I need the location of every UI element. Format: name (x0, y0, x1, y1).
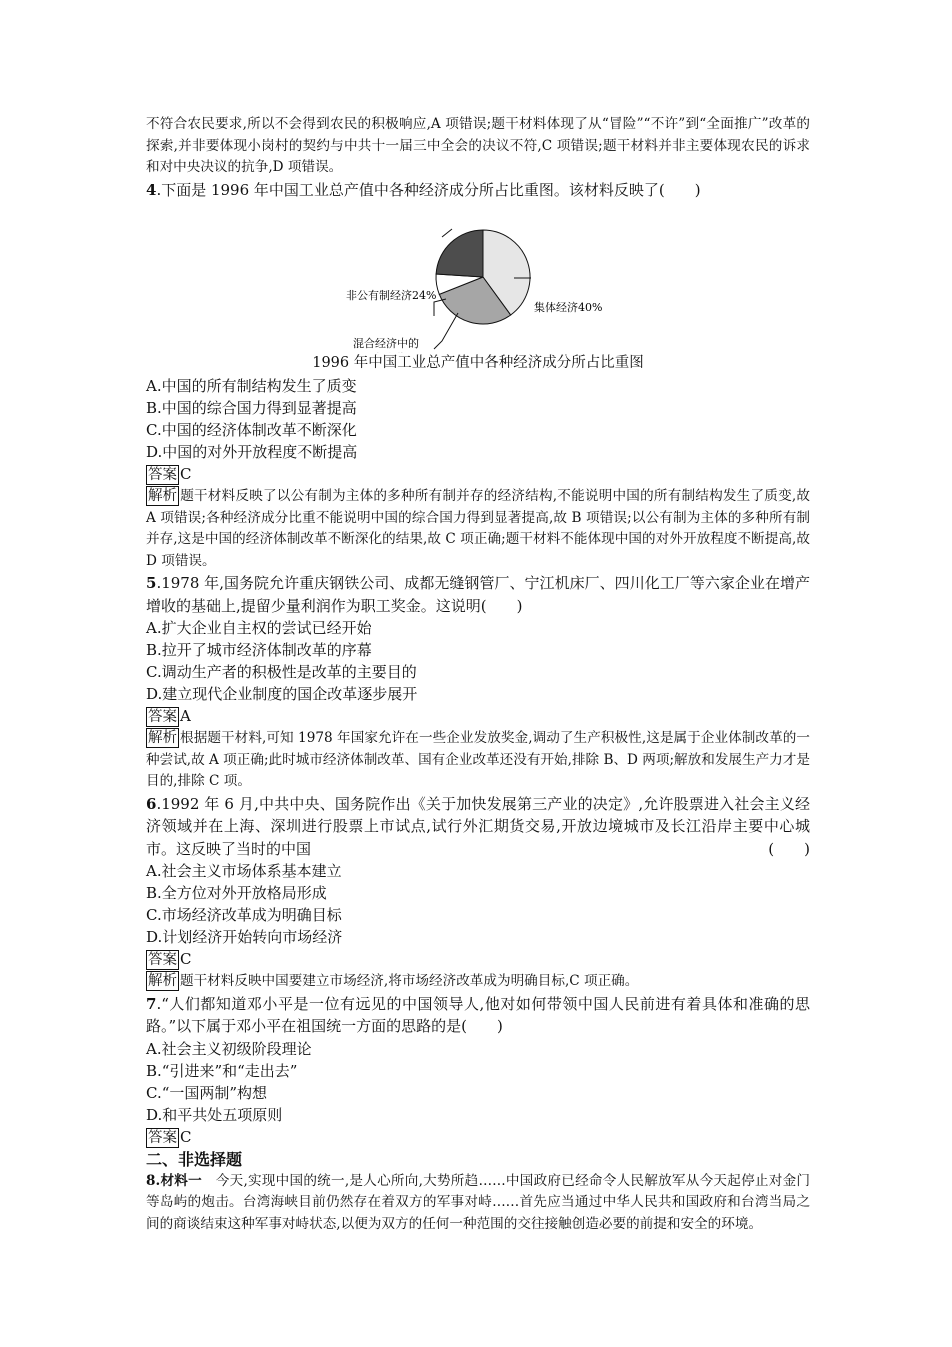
question-5-text: .1978 年,国务院允许重庆钢铁公司、成都无缝钢管厂、宁江机床厂、四川化工厂等六家企业在增产增收的基础上,提留少量利润作为职工奖金。这说明( ) (146, 574, 810, 615)
question-4-number: 4 (146, 180, 157, 199)
material-text: 今天,实现中国的统一,是人心所向,大势所趋……中国政府已经命令人民解放军从今天起停止对金门等岛屿的炮击。台湾海峡目前仍然存在着双方的军事对峙……首先应当通过中华人民共和国政府和台湾当局之间的商谈结束这种军事对峙状态,以便为双方的任何一种范围的交往接触创造必要的前提和安全的环境。 (146, 1172, 811, 1232)
leader-line-nonpublic (442, 229, 452, 237)
analysis-tag: 解析 (148, 488, 177, 504)
question-6-text: .1992 年 6 月,中共中央、国务院作出《关于加快发展第三产业的决定》,允许股票进入社会主义经济领域并在上海、深圳进行股票上市试点,试行外汇期货交易,开放边境城市及长江沿岸主要中心城市。这反映了当时的中国 (146, 794, 810, 858)
question-6-number: 6 (146, 794, 157, 813)
material-label: .材料一 (155, 1172, 202, 1189)
question-4-stem (146, 179, 810, 202)
answer-tag: 答案 (148, 1129, 177, 1146)
q5-analysis (146, 728, 810, 793)
pie-slice-nonpublic (436, 230, 483, 277)
q6-analysis-text: 题干材料反映中国要建立市场经济,将市场经济改革成为明确目标,C 项正确。 (180, 973, 639, 989)
label-nonpublic: 非公有制经济24% (346, 289, 437, 302)
question-4-text: .下面是 1996 年中国工业总产值中各种经济成分所占比重图。该材料反映了( ) (156, 180, 701, 199)
q6-option-c: C.市场经济改革成为明确目标 (146, 906, 342, 924)
question-7-text: .“人们都知道邓小平是一位有远见的中国领导人,他对如何带领中国人民前进有着具体和准确的思路。”以下属于邓小平在祖国统一方面的思路的是( ) (146, 994, 810, 1035)
leader-line-state (434, 313, 458, 349)
q6-option-d: D.计划经济开始转向市场经济 (146, 928, 343, 946)
q5-answer (146, 705, 810, 728)
answer-tag: 答案 (148, 952, 177, 968)
q5-answer-value: A (180, 707, 191, 725)
q4-analysis (146, 486, 810, 572)
label-mixed-line1: 混合经济中的 (353, 337, 419, 350)
label-collective: 集体经济40% (534, 301, 603, 314)
previous-analysis-text: 不符合农民要求,所以不会得到农民的积极响应,A 项错误;题干材料体现了从“冒险”“不许”到“全面推广”改革的探索,并非要体现小岗村的契约与中共十一届三中全会的决议不符,C 项错误;题干材料并非主要体现农民的诉求和对中央决议的抗争,D 项错误。 (146, 116, 810, 175)
q6-option-a: A.社会主义市场体系基本建立 (146, 862, 342, 880)
q6-option-b: B.全方位对外开放格局形成 (146, 884, 327, 902)
pie-chart (146, 201, 810, 353)
q4-analysis-text: 题干材料反映了以公有制为主体的多种所有制并存的经济结构,不能说明中国的所有制结构发生了质变,故 A 项错误;各种经济成分比重不能说明中国的综合国力得到显著提高,故 B 项错误;以公有制为主体的多种所有制并存,这是中国的经济体制改革不断深化的结果,故 C 项正确;题干材料不能体现中国的对外开放程度不断提高,故 D 项错误。 (146, 488, 810, 569)
question-6-bracket: ( ) (768, 839, 810, 858)
q5-option-d: D.建立现代企业制度的国企改革逐步展开 (146, 685, 418, 703)
question-8-number: 8 (146, 1172, 156, 1189)
q4-answer-value: C (180, 465, 192, 483)
q7-option-d: D.和平共处五项原则 (146, 1105, 283, 1124)
q4-option-d: D.中国的对外开放程度不断提高 (146, 443, 358, 461)
question-7-number: 7 (146, 994, 157, 1013)
q7-option-a: A.社会主义初级阶段理论 (146, 1039, 312, 1058)
analysis-tag: 解析 (148, 973, 177, 989)
document-page (146, 114, 810, 1235)
q5-option-b: B.拉开了城市经济体制改革的序幕 (146, 641, 372, 659)
question-8 (146, 1171, 810, 1236)
q4-option-a: A.中国的所有制结构发生了质变 (146, 377, 357, 395)
question-5-stem (146, 572, 810, 617)
q4-option-c: C.中国的经济体制改革不断深化 (146, 421, 357, 439)
q7-option-b: B.“引进来”和“走出去” (146, 1061, 298, 1080)
question-5-number: 5 (146, 574, 157, 592)
q4-answer (146, 463, 810, 486)
q6-answer-value: C (180, 950, 192, 968)
q5-option-c: C.调动生产者的积极性是改革的主要目的 (146, 663, 417, 681)
q5-analysis-text: 根据题干材料,可知 1978 年国家允许在一些企业发放奖金,调动了生产积极性,这是属于企业体制改革的一种尝试,故 A 项正确;此时城市经济体制改革、国有企业改革还没有开始,排除 B、D 两项;解放和发展生产力才是目的,排除 C 项。 (146, 730, 810, 789)
answer-tag: 答案 (148, 709, 177, 725)
q7-answer (146, 1126, 810, 1149)
question-7-stem (146, 993, 810, 1038)
answer-tag: 答案 (148, 467, 177, 483)
q7-option-c: C.“一国两制”构想 (146, 1083, 268, 1102)
q4-option-b: B.中国的综合国力得到显著提高 (146, 399, 357, 417)
q5-option-a: A.扩大企业自主权的尝试已经开始 (146, 619, 372, 637)
pie-chart-svg (146, 201, 810, 353)
q6-answer (146, 948, 810, 971)
chart-caption: 1996 年中国工业总产值中各种经济成分所占比重图 (312, 355, 644, 371)
analysis-tag: 解析 (148, 730, 177, 746)
question-6-stem (146, 793, 810, 861)
section-heading: 二、非选择题 (146, 1149, 243, 1169)
q6-analysis (146, 971, 810, 993)
label-mixed-line2 (362, 351, 423, 353)
q7-answer-value: C (180, 1127, 192, 1146)
